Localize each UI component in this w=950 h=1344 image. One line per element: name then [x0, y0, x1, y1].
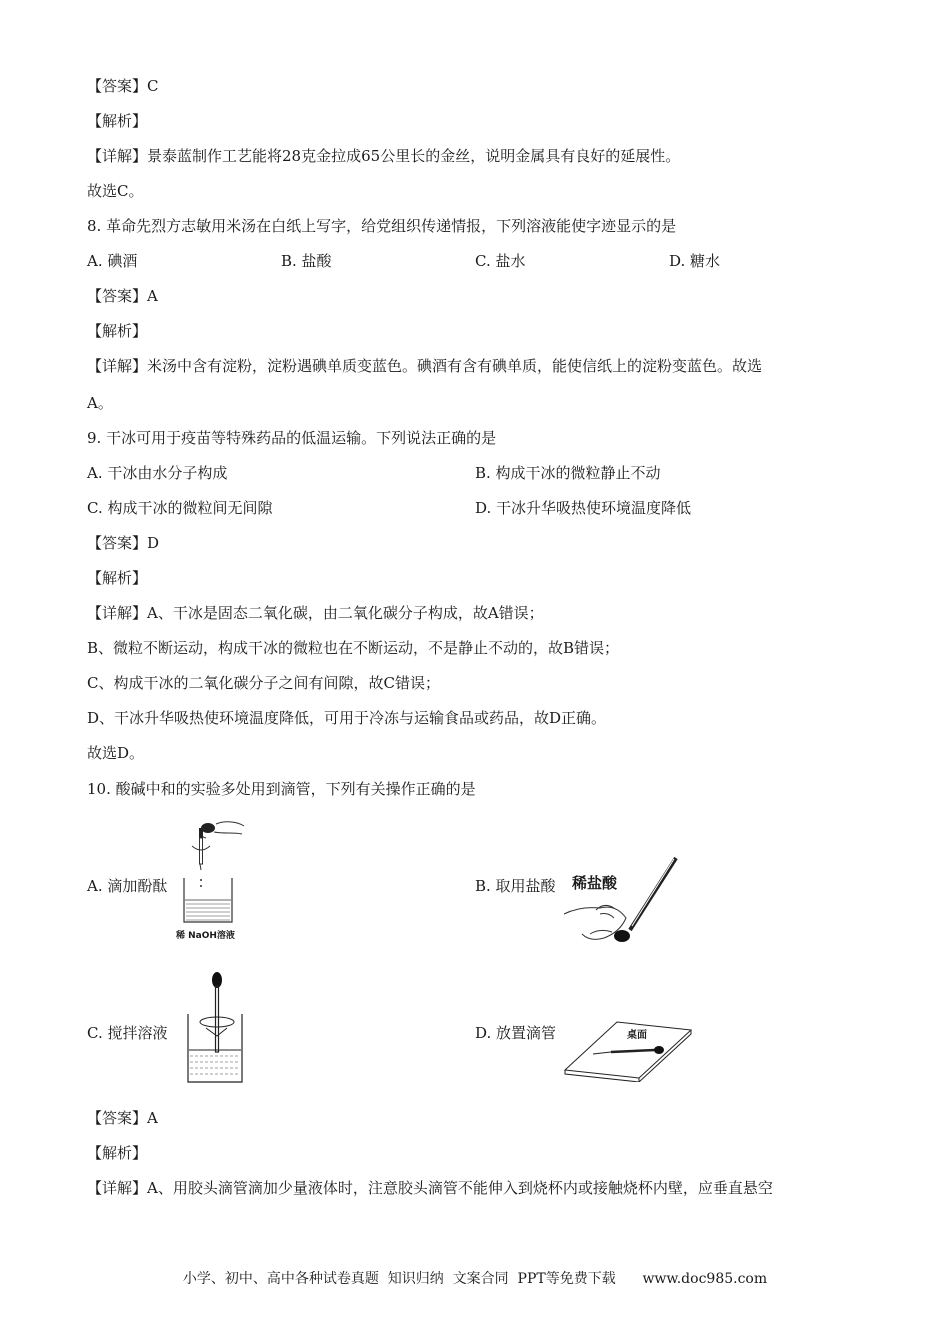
q10-option-b: B. 取用盐酸: [475, 877, 556, 895]
q8-detail-cont: A。: [87, 394, 113, 412]
detail-label: 【详解】: [87, 357, 148, 375]
q7-answer: [87, 76, 159, 96]
q9-option-a: A. 干冰由水分子构成: [87, 464, 228, 482]
q9-conclusion: 故选D。: [87, 744, 145, 762]
q10-stem: 10. 酸碱中和的实验多处用到滴管，下列有关操作正确的是: [87, 780, 476, 798]
detail-text: A、用胶头滴管滴加少量液体时，注意胶头滴管不能伸入到烧杯内或接触烧杯内壁，应垂直悬空: [147, 1179, 773, 1197]
q9-detail-line-c: C、构成干冰的二氧化碳分子之间有间隙，故C错误；: [87, 674, 440, 692]
page-footer: 小学、初中、高中各种试卷真题 知识归纳 文案合同 PPT等免费下载 www.doc985.com: [182, 1271, 768, 1287]
fig-d-caption: 桌面: [627, 1030, 647, 1041]
q9-option-d: D. 干冰升华吸热使环境温度降低: [475, 499, 692, 517]
detail-text: 景泰蓝制作工艺能将28克金拉成65公里长的金丝，说明金属具有良好的延展性。: [147, 147, 681, 165]
q9-analysis-label: 【解析】: [87, 569, 148, 587]
q9-detail-line-d: D、干冰升华吸热使环境温度降低，可用于冷冻与运输食品或药品，故D正确。: [87, 709, 607, 727]
fig-b-caption: 稀盐酸: [572, 874, 618, 892]
detail-label: 【详解】: [87, 147, 148, 165]
answer-value: C: [147, 77, 159, 95]
answer-label: 【答案】: [87, 534, 148, 552]
answer-value: A: [147, 1109, 158, 1127]
q7-detail: [87, 146, 680, 166]
hand-dropper-figure: [560, 852, 690, 948]
stirring-beaker-figure: [180, 968, 250, 1088]
q8-option-d: D. 糖水: [669, 252, 721, 270]
q10-option-d: D. 放置滴管: [475, 1024, 557, 1042]
q8-option-b: B. 盐酸: [281, 252, 332, 270]
answer-label: 【答案】: [87, 77, 148, 95]
dropper-on-table-figure: [563, 1020, 693, 1082]
detail-label: 【详解】: [87, 1179, 148, 1197]
answer-value: D: [147, 534, 160, 552]
detail-label: 【详解】: [87, 604, 148, 622]
q9-detail-line-b: B、微粒不断运动，构成干冰的微粒也在不断运动，不是静止不动的，故B错误；: [87, 639, 620, 657]
q9-stem: 9. 干冰可用于疫苗等特殊药品的低温运输。下列说法正确的是: [87, 429, 497, 447]
q10-option-c: C. 搅拌溶液: [87, 1024, 168, 1042]
q8-analysis-label: 【解析】: [87, 322, 148, 340]
q9-answer: [87, 533, 159, 553]
q10-option-a: A. 滴加酚酞: [87, 877, 168, 895]
fig-a-caption: 稀 NaOH溶液: [176, 931, 235, 941]
q7-conclusion: 故选C。: [87, 182, 144, 200]
q9-option-c: C. 构成干冰的微粒间无间隙: [87, 499, 273, 517]
answer-value: A: [147, 287, 158, 305]
dropper-beaker-figure: [168, 816, 258, 944]
q8-stem: 8. 革命先烈方志敏用米汤在白纸上写字，给党组织传递情报，下列溶液能使字迹显示的是: [87, 217, 677, 235]
q10-detail: [87, 1178, 773, 1198]
q8-detail: [87, 356, 762, 376]
q7-analysis-label: 【解析】: [87, 112, 148, 130]
q10-analysis-label: 【解析】: [87, 1144, 148, 1162]
answer-label: 【答案】: [87, 1109, 148, 1127]
q8-option-c: C. 盐水: [475, 252, 526, 270]
q8-answer: [87, 286, 158, 306]
q10-answer: [87, 1108, 158, 1128]
detail-text: A、干冰是固态二氧化碳，由二氧化碳分子构成，故A错误；: [147, 604, 544, 622]
q9-detail: [87, 603, 544, 623]
q8-option-a: A. 碘酒: [87, 252, 138, 270]
answer-label: 【答案】: [87, 287, 148, 305]
q9-option-b: B. 构成干冰的微粒静止不动: [475, 464, 661, 482]
detail-text: 米汤中含有淀粉，淀粉遇碘单质变蓝色。碘酒有含有碘单质，能使信纸上的淀粉变蓝色。故选: [147, 357, 763, 375]
